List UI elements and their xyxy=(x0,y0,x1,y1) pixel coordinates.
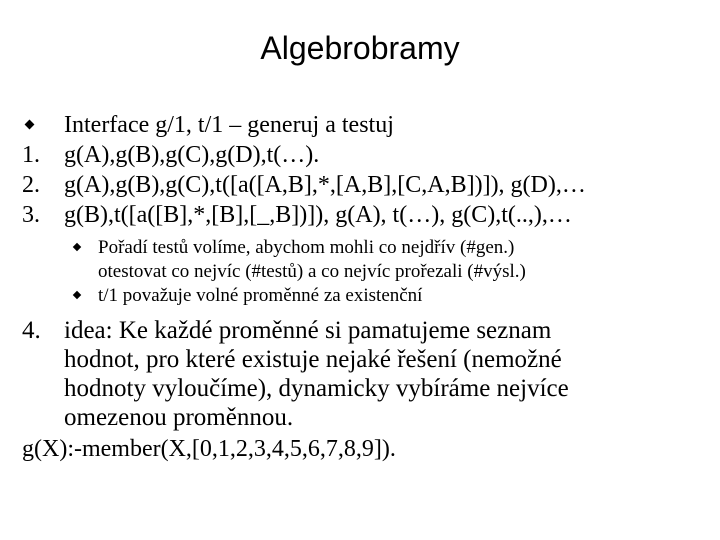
sub-list xyxy=(72,236,712,308)
sub-list-item-text xyxy=(98,236,658,284)
list-item-4 xyxy=(22,316,712,432)
diamond-bullet-icon xyxy=(25,120,35,130)
sub-list-line: otestovat co nejvíc (#testů) a co nejvíc prořezali (#výsl.) xyxy=(98,261,526,282)
diamond-bullet-icon xyxy=(73,243,81,251)
bullet-marker xyxy=(72,284,98,308)
sub-list-item-free-vars xyxy=(72,284,712,308)
list-item-text: g(B),t([a([B],*,[B],[_,B])]), g(A), t(…), g(C),t(..,),… xyxy=(64,202,572,228)
sub-list-item-text xyxy=(98,284,658,308)
sub-list-line: t/1 považuje volné proměnné za existenční xyxy=(98,285,423,306)
list-number: 2. xyxy=(22,172,40,198)
sub-list-line: Pořadí testů volíme, abychom mohli co nejdřív (#gen.) xyxy=(98,237,515,258)
list-item-1 xyxy=(22,140,712,170)
list-item-interface xyxy=(22,110,712,140)
paragraph-line: hodnoty vyloučíme), dynamicky vybíráme nejvíce xyxy=(64,375,569,402)
paragraph-line: omezenou proměnnou. xyxy=(64,404,294,431)
list-item-3 xyxy=(22,200,712,230)
slide-title: Algebrobramy xyxy=(260,30,460,66)
list-number: 3. xyxy=(22,202,40,228)
paragraph-line: idea: Ke každé proměnné si pamatujeme seznam xyxy=(64,317,552,344)
code-line: g(X):-member(X,[0,1,2,3,4,5,6,7,8,9]). xyxy=(22,436,396,462)
diamond-bullet-icon xyxy=(73,291,81,299)
list-item-text: g(A),g(B),g(C),g(D),t(…). xyxy=(64,142,320,168)
list-item-text: g(A),g(B),g(C),t([a([A,B],*,[A,B],[C,A,B])]), g(D),… xyxy=(64,172,586,198)
paragraph-line: hodnot, pro které existuje nejaké řešení (nemožné xyxy=(64,346,562,373)
list-item-2 xyxy=(22,170,712,200)
bullet-marker xyxy=(22,110,64,140)
list-number: 1. xyxy=(22,142,40,168)
sub-list-item-order xyxy=(72,236,712,284)
list-item-text xyxy=(64,316,569,432)
list-item-text: Interface g/1, t/1 – generuj a testuj xyxy=(64,112,394,138)
bullet-marker xyxy=(72,236,98,260)
slide-body xyxy=(22,110,712,464)
list-number: 4. xyxy=(22,317,41,344)
